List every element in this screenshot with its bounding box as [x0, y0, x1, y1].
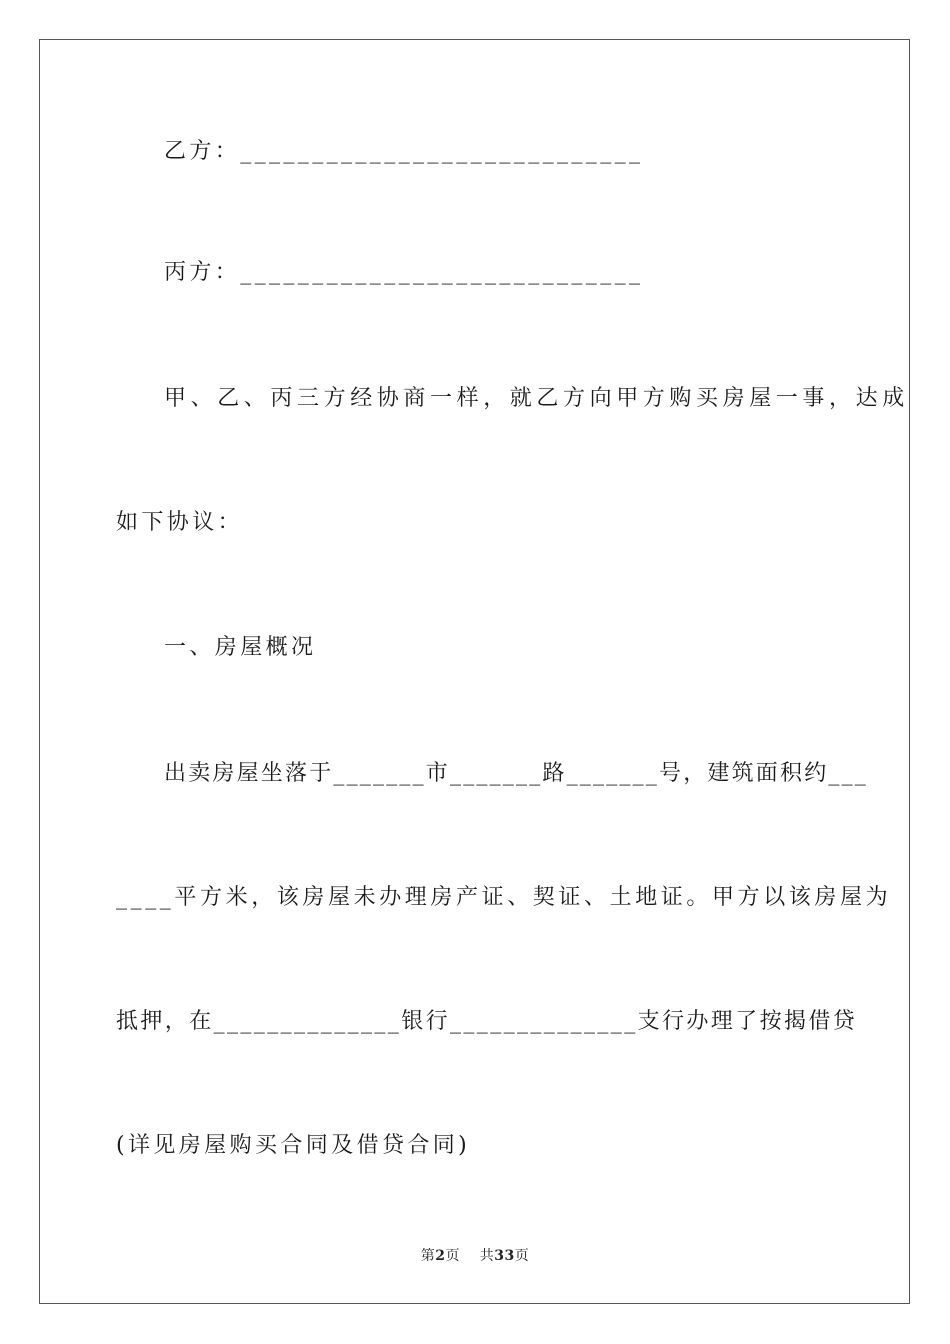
- footer-page-suffix: 页: [445, 1248, 460, 1264]
- house-location-line: 出卖房屋坐落于_______市_______路_______号，建筑面积约___: [164, 761, 869, 786]
- mortgage-line: 抵押，在______________银行______________支行办理了按揭借贷: [116, 1009, 858, 1034]
- footer-page-prefix: 第: [420, 1248, 436, 1264]
- footer-page-number: 2: [435, 1248, 446, 1264]
- house-area-line: ____平方米，该房屋未办理房产证、契证、土地证。甲方以该房屋为: [116, 885, 892, 910]
- section-heading: 一、房屋概况: [164, 635, 317, 660]
- paragraph-intro-line-1: 甲、乙、丙三方经协商一样，就乙方向甲方购买房屋一事，达成: [164, 386, 909, 411]
- reference-note-line: (详见房屋购买合同及借贷合同): [116, 1133, 471, 1158]
- paragraph-intro-line-2: 如下协议：: [116, 510, 244, 535]
- footer-total-prefix: 共: [479, 1248, 495, 1264]
- page-frame: [39, 39, 910, 1304]
- page-footer: [0, 1247, 950, 1265]
- footer-total-suffix: 页: [514, 1248, 530, 1264]
- party-b-line: 乙方：____________________________: [164, 139, 644, 164]
- footer-total-pages: 33: [494, 1248, 515, 1264]
- party-c-line: 丙方：____________________________: [164, 260, 644, 285]
